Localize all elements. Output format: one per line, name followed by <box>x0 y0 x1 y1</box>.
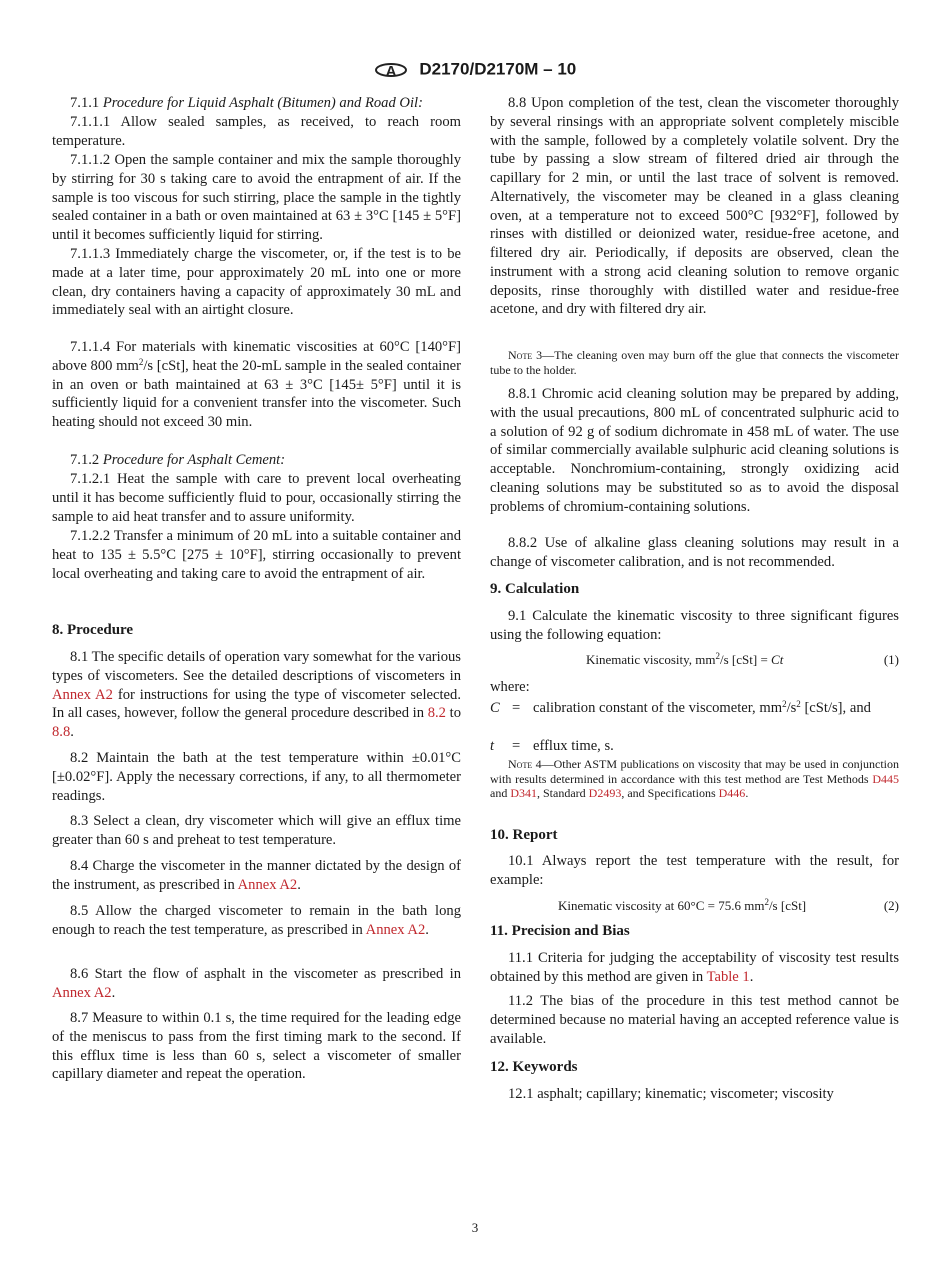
link-d341[interactable]: D341 <box>510 786 537 800</box>
equation-1: Kinematic viscosity, $mm^2/s$ [cSt] = Ct (1) <box>490 651 899 670</box>
astm-logo-icon <box>374 56 408 84</box>
para-7-1-1-2: 7.1.1.2 Open the sample container and mix the sample thoroughly by stirring for 30 s taking care to avoid the entrapment of air. If the sample is too viscous for such stirring, place the sample in the tightly sealed container in a bath or oven maintained at 63 ± 3°C [145 ± 5°F] until it becomes sufficiently liquid for stirring. <box>52 152 461 243</box>
para-8-7: 8.7 Measure to within 0.1 s, the time required for the leading edge of the meniscus to pass from the first timing mark to the second. If this efflux time is less than 60 s, select a viscometer of smaller capillary diameter and repeat the operation. <box>52 1010 461 1083</box>
definition-c: C = calibration constant of the viscometer, $mm^2/s^2$ [cSt/s], and <box>490 699 871 716</box>
heading-procedure: 8. Procedure <box>52 622 134 638</box>
para-7-1-1-1: 7.1.1.1 Allow sealed samples, as received, to reach room temperature. <box>52 114 461 149</box>
para-8-6: 8.6 Start the flow of asphalt in the viscometer as prescribed in Annex A2. <box>52 966 461 1001</box>
link-8-8[interactable]: 8.8 <box>52 724 71 740</box>
link-annex-a2[interactable]: Annex A2 <box>52 984 112 1001</box>
definition-t: t = efflux time, s. <box>490 738 614 754</box>
para-8-2: 8.2 Maintain the bath at the test temperature within ±0.01°C [±0.02°F]. Apply the necessary corrections, if any, to all thermometer readings. <box>52 750 461 804</box>
para-8-4: 8.4 Charge the viscometer in the manner dictated by the design of the instrument, as prescribed in Annex A2. <box>52 858 461 893</box>
para-7-1-2-1: 7.1.2.1 Heat the sample with care to prevent local overheating until it has become sufficiently fluid to pour, occasionally stirring the sample to aid heat transfer and to assure uniformity. <box>52 471 461 525</box>
para-8-3: 8.3 Select a clean, dry viscometer which will give an efflux time greater than 60 s and preheat to test temperature. <box>52 813 461 848</box>
para-8-8: 8.8 Upon completion of the test, clean the viscometer thoroughly by several rinsings with an appropriate solvent completely miscible with the sample, followed by a completely volatile solvent. Dry the tube by passing a slow stream of filtered dried air through the capillary for 2 min, or until the last trace of solvent is removed. Alternatively, the viscometer may be cleaned in a glass cleaning oven, at a temperature not to exceed 500°C [932°F], followed by rinses with distilled or deionized water, residue-free acetone, and filtered dry air. Periodically, if deposits are observed, clean the instrument with a strong acid cleaning solution to remove organic deposits, rinse thoroughly with distilled water and residue-free acetone, and dry with filtered dry air. <box>490 95 899 318</box>
heading-precision-bias: 11. Precision and Bias <box>490 923 630 939</box>
link-table-1[interactable]: Table 1 <box>706 968 750 985</box>
section-7-1-2: 7.1.2 Procedure for Asphalt Cement: <box>70 452 286 468</box>
link-8-2[interactable]: 8.2 <box>427 705 446 722</box>
para-8-1: 8.1 The specific details of operation vary somewhat for the various types of viscometers. See the detailed descriptions of viscometers in Annex A2 for instructions for using the type of viscometer selected. In all cases, however, follow the general procedure described in 8.2 to 8.8. <box>52 649 461 740</box>
heading-report: 10. Report <box>490 827 558 843</box>
heading-calculation: 9. Calculation <box>490 581 580 597</box>
equation-2: Kinematic viscosity at 60°C = 75.6 $mm^2/s$ [cSt] (2) <box>490 897 899 916</box>
para-10-1: 10.1 Always report the test temperature with the result, for example: <box>490 853 899 888</box>
equation-number: (2) <box>883 898 899 913</box>
para-7-1-1-3: 7.1.1.3 Immediately charge the viscometer, or, if the test is to be made at a later time, pour approximately 20 mL into one or more clean, dry containers having a capacity of approximately 30 mL and immediately seal with an airtight closure. <box>52 246 461 319</box>
link-d446[interactable]: D446 <box>718 786 746 800</box>
section-7-1-1: 7.1.1 Procedure for Liquid Asphalt (Bitumen) and Road Oil: <box>70 95 423 111</box>
para-7-1-2-2: 7.1.2.2 Transfer a minimum of 20 mL into a suitable container and heat to 135 ± 5.5°C [275 ± 10°F], stirring occasionally to prevent local overheating and taking care to avoid the entrapment of air. <box>52 528 461 582</box>
page-header <box>0 56 950 84</box>
para-11-1: 11.1 Criteria for judging the acceptability of viscosity test results obtained by this method are given in Table 1. <box>490 950 899 985</box>
para-7-1-1-4: 7.1.1.4 For materials with kinematic viscosities at 60°C [140°F] above 800 $mm^2/s$ [cSt], heat the 20-mL sample in the sealed container in an oven or bath maintained at 63 ± 3°C [145± 5°F] until it is sufficiently liquid for a convenient transfer into the viscometer. Such heating should not exceed 30 min. <box>52 339 461 430</box>
document-designation: D2170/D2170M – 10 <box>419 59 577 79</box>
link-annex-a2[interactable]: Annex A2 <box>237 876 298 893</box>
link-d2493[interactable]: D2493 <box>588 786 622 800</box>
svg-text:A: A <box>385 63 397 80</box>
where-label: where: <box>490 679 530 695</box>
para-8-5: 8.5 Allow the charged viscometer to remain in the bath long enough to reach the test temperature, as prescribed in Annex A2. <box>52 903 461 938</box>
para-8-8-2: 8.8.2 Use of alkaline glass cleaning solutions may result in a change of viscometer calibration, and is not recommended. <box>490 535 899 570</box>
para-9-1: 9.1 Calculate the kinematic viscosity to three significant figures using the following equation: <box>490 608 899 643</box>
link-annex-a2[interactable]: Annex A2 <box>52 686 113 703</box>
note-4: Note 4—Other ASTM publications on viscosity that may be used in conjunction with results determined in accordance with this test method are Test Methods D445 and D341, Standard D2493, and Specifications D446. <box>490 757 899 800</box>
heading-keywords: 12. Keywords <box>490 1059 578 1075</box>
para-12-1: 12.1 asphalt; capillary; kinematic; viscometer; viscosity <box>508 1086 834 1102</box>
para-8-8-1: 8.8.1 Chromic acid cleaning solution may be prepared by adding, with the usual precautions, 800 mL of concentrated sulphuric acid to a solution of 92 g of sodium dichromate in 458 mL of water. The use of similar commercially available sulphuric acid cleaning solutions is acceptable. Nonchromium-containing, strongly oxidizing acid cleaning solutions may be substituted so as to avoid the disposal problems of chromium-containing solutions. <box>490 386 899 515</box>
equation-number: (1) <box>883 652 899 667</box>
note-3: Note 3—The cleaning oven may burn off the glue that connects the viscometer tube to the holder. <box>490 348 899 377</box>
link-annex-a2[interactable]: Annex A2 <box>365 921 426 938</box>
link-d445[interactable]: D445 <box>872 771 899 786</box>
page-number: 3 <box>471 1220 479 1235</box>
para-11-2: 11.2 The bias of the procedure in this test method cannot be determined because no material having an accepted reference value is available. <box>490 993 899 1047</box>
